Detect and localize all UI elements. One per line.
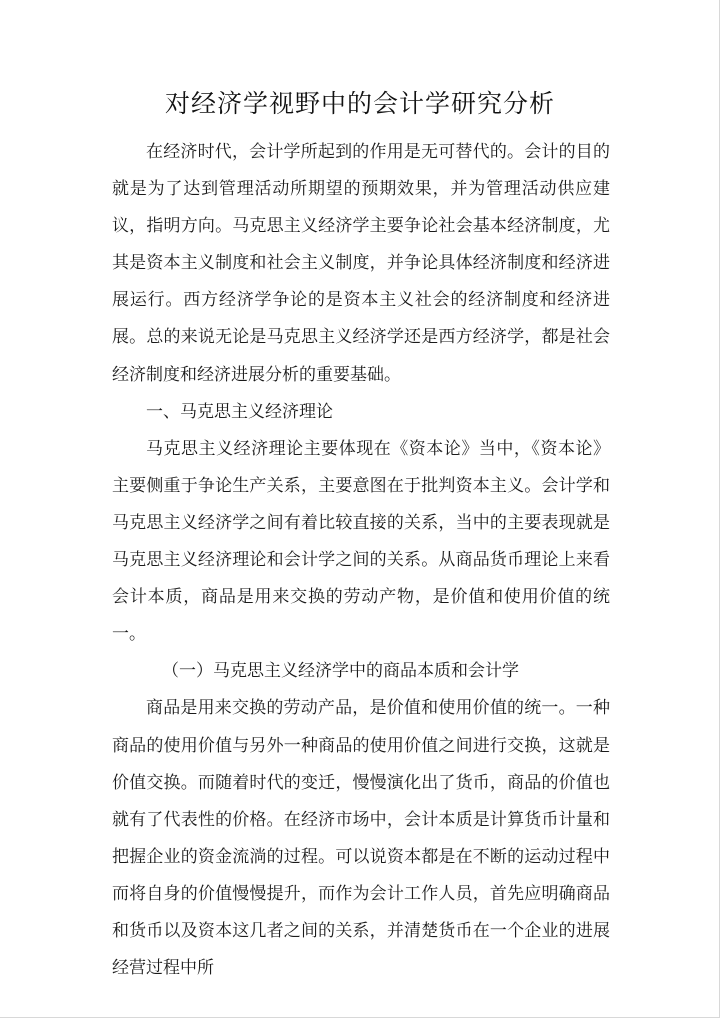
document-title: 对经济学视野中的会计学研究分析 [164,89,555,118]
intro-paragraph: 在经济时代，会计学所起到的作用是无可替代的。会计的目的就是为了达到管理活动所期望的预期效果，并为管理活动供应建议，指明方向。马克思主义经济学主要争论社会基本经济制度，尤其是资本主义制度和社会主义制度，并争论具体经济制度和经济进展运行。西方经济学争论的是资本主义社会的经济制度和经济进展。总的来说无论是马克思主义经济学还是西方经济学，都是社会经济制度和经济进展分析的重要基础。 [112,142,610,385]
section-heading-marxist-theory: 一、马克思主义经济理论 [146,401,333,422]
commodity-paragraph: 商品是用来交换的劳动产品，是价值和使用价值的统一。一种商品的使用价值与另外一种商品的使用价值之间进行交换，这就是价值交换。而随着时代的变迁，慢慢演化出了货币，商品的价值也就有了代表性的价格。在经济市场中，会计本质是计算货币计量和把握企业的资金流淌的过程。可以说资本都是在不断的运动过程中而将自身的价值慢慢提升，而作为会计工作人员，首先应明确商品和货币以及资本这几者之间的关系，并清楚货币在一个企业的进展经营过程中所 [112,698,610,979]
subsection-heading-commodity-essence: （一）马克思主义经济学中的商品本质和会计学 [162,661,519,682]
marxist-theory-paragraph: 马克思主义经济理论主要体现在《资本论》当中，《资本论》主要侧重于争论生产关系，主要意图在于批判资本主义。会计学和马克思主义经济学之间有着比较直接的关系，当中的主要表现就是马克思主义经济理论和会计学之间的关系。从商品货币理论上来看会计本质，商品是用来交换的劳动产物，是价值和使用价值的统一。 [112,438,610,645]
document-body [112,134,610,987]
